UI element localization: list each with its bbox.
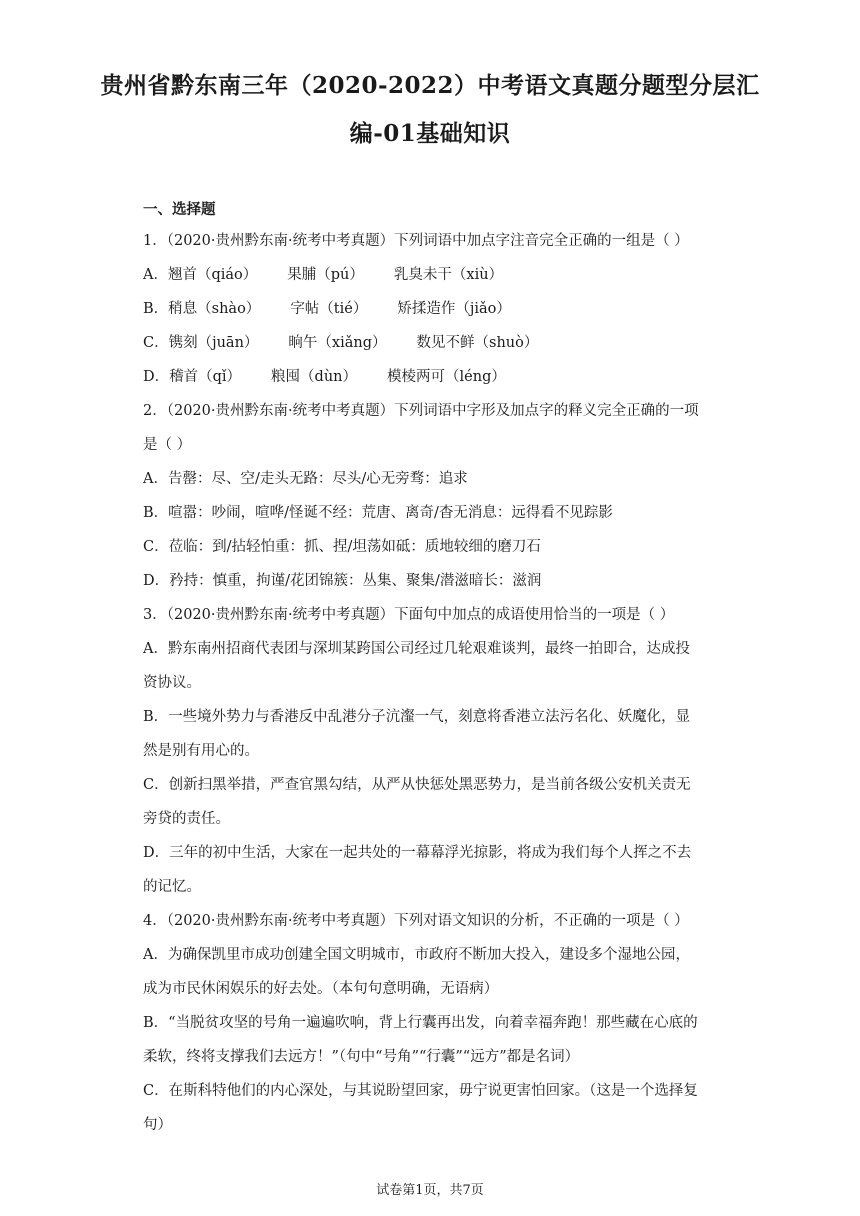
question-1-stem: 1．（2020·贵州黔东南·统考中考真题）下列词语中加点字注音完全正确的一组是（ ） [143,233,689,249]
question-2-option-a: A．告罄：尽、空/走头无路：尽头/心无旁骛：追求 [143,471,468,487]
option-c-word-3: 数见不鲜（shuò） [416,335,539,351]
question-2-stem-line-1: 2．（2020·贵州黔东南·统考中考真题）下列词语中字形及加点字的释义完全正确的一项 [143,403,699,419]
option-b-word-1: B．稍息（shào） [143,301,261,317]
question-4-option-b-line-1: B．“当脱贫攻坚的号角一遍遍吹响，背上行囊再出发，向着幸福奔跑！那些藏在心底的 [143,1015,698,1031]
option-d-word-2: 粮囤（dùn） [271,369,358,385]
question-3-option-c-line-2: 旁贷的责任。 [143,811,230,827]
document-title [0,62,860,158]
question-3-option-d-line-1: D．三年的初中生活，大家在一起共处的一幕幕浮光掠影，将成为我们每个人挥之不去 [143,845,692,861]
option-a-word-1: A．翘首（qiáo） [143,267,258,283]
question-3-option-d-line-2: 的记忆。 [143,879,201,895]
question-4-option-b-line-2: 柔软，终将支撑我们去远方！”（句中“号角”“行囊”“远方”都是名词） [143,1049,580,1065]
question-3-option-b-line-1: B．一些境外势力与香港反中乱港分子沆瀣一气，刻意将香港立法污名化、妖魔化，显 [143,709,691,725]
title-line-2: 编-01基础知识 [349,120,511,147]
question-4-option-c-line-1: C．在斯科特他们的内心深处，与其说盼望回家，毋宁说更害怕回家。（这是一个选择复 [143,1083,698,1099]
question-1-option-a [143,258,718,292]
question-3-option-b-line-2: 然是别有用心的。 [143,743,259,759]
question-4-option-c-line-2: 句） [143,1117,172,1133]
option-c-word-1: C．镌刻（juān） [143,335,259,351]
question-3-stem: 3．（2020·贵州黔东南·统考中考真题）下面句中加点的成语使用恰当的一项是（ ） [143,607,675,623]
question-2-option-d: D．矜持：慎重，拘谨/花团锦簇：丛集、聚集/潜滋暗长：滋润 [143,573,542,589]
section-heading: 一、选择题 [143,201,216,218]
question-3-option-c-line-1: C．创新扫黑举措，严查官黑勾结，从严从快惩处黑恶势力，是当前各级公安机关责无 [143,777,691,793]
option-b-word-3: 矫揉造作（jiǎo） [397,301,511,317]
option-a-word-3: 乳臭未干（xiù） [393,267,504,283]
question-4-option-a-line-1: A．为确保凯里市成功创建全国文明城市，市政府不断加大投入，建设多个湿地公园， [143,947,690,963]
question-4-stem: 4．（2020·贵州黔东南·统考中考真题）下列对语文知识的分析，不正确的一项是（ ） [143,913,689,929]
question-2-option-c: C．莅临：到/拈轻怕重：抓、捏/坦荡如砥：质地较细的磨刀石 [143,539,541,555]
question-1-option-c [143,326,718,360]
document-body [143,196,718,1142]
option-a-word-2: 果脯（pú） [287,267,364,283]
title-line-1: 贵州省黔东南三年（2020-2022）中考语文真题分题型分层汇 [100,72,760,99]
option-b-word-2: 字帖（tié） [290,301,368,317]
question-4-option-a-line-2: 成为市民休闲娱乐的好去处。（本句句意明确，无语病） [143,981,499,997]
question-1-option-d [143,360,718,394]
option-c-word-2: 晌午（xiǎng） [288,335,387,351]
question-3-option-a-line-1: A．黔东南州招商代表团与深圳某跨国公司经过几轮艰难谈判，最终一拍即合，达成投 [143,641,690,657]
question-3-option-a-line-2: 资协议。 [143,675,201,691]
question-1-option-b [143,292,718,326]
option-d-word-3: 模棱两可（léng） [387,369,506,385]
page-footer: 试卷第1页，共7页 [376,1183,484,1198]
question-2-stem-line-2: 是（ ） [143,437,192,453]
question-2-option-b: B．喧嚣：吵闹，喧哗/怪诞不经：荒唐、离奇/杳无消息：远得看不见踪影 [143,505,613,521]
option-d-word-1: D．稽首（qǐ） [143,369,242,385]
